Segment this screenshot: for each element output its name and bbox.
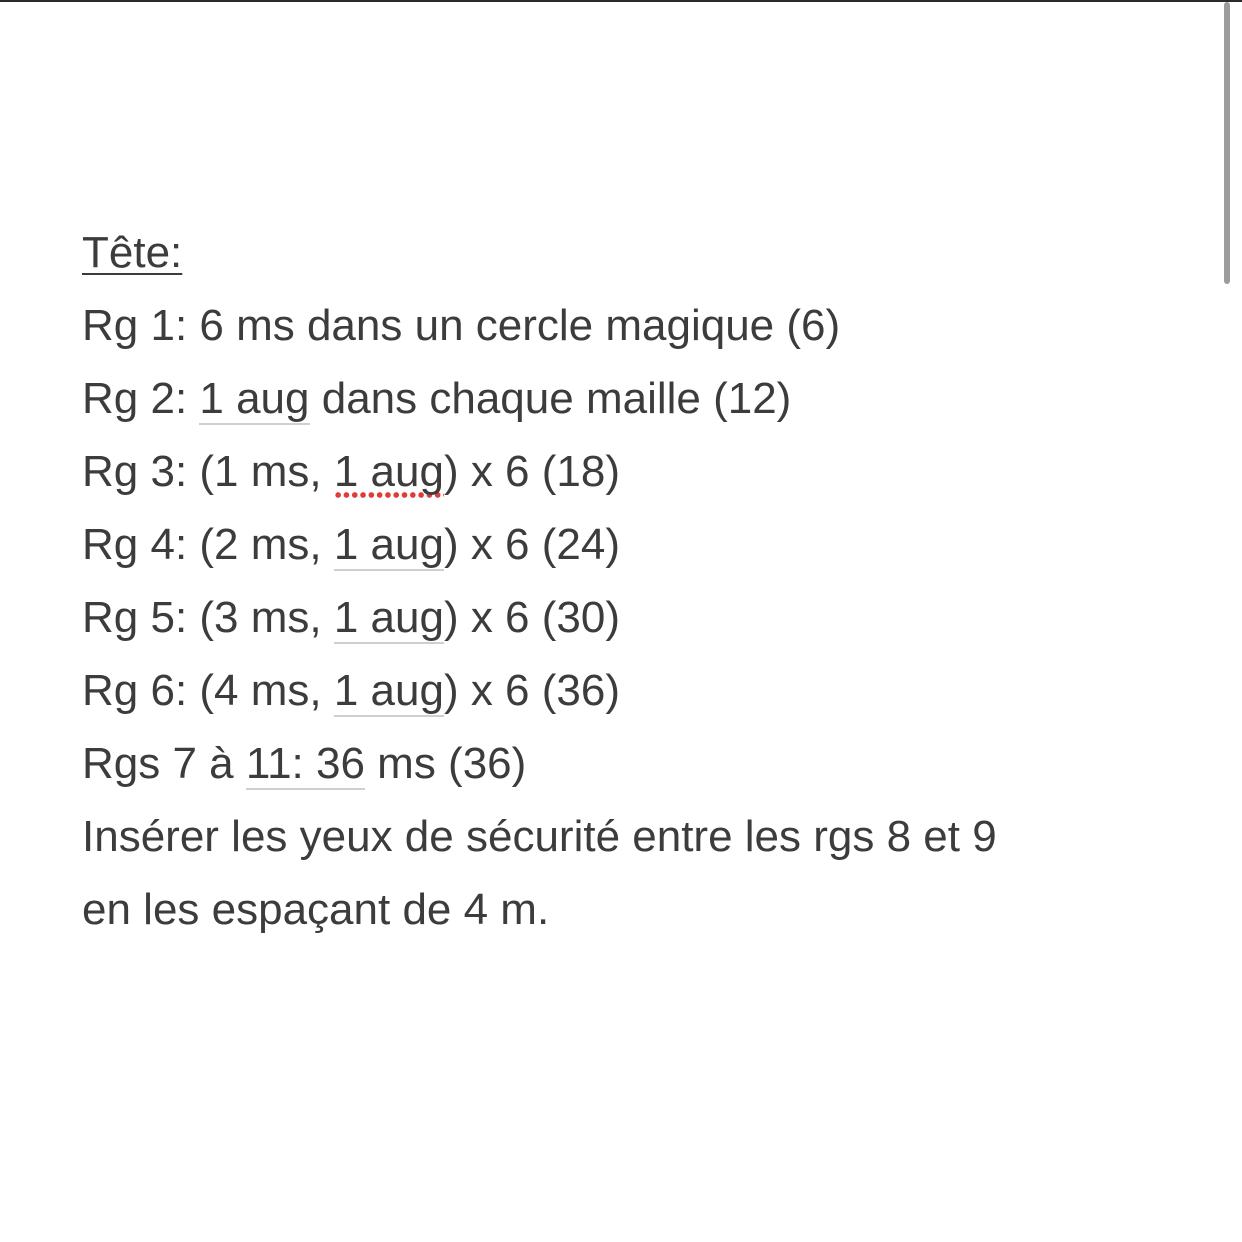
detected-term-link[interactable]: 1 aug xyxy=(333,666,444,715)
line-text: Rg 3: (1 ms, xyxy=(82,447,334,496)
line-text: ) x 6 (36) xyxy=(443,666,620,715)
line-text: Rg 6: (4 ms, xyxy=(82,666,334,715)
line-text: ms (36) xyxy=(364,739,527,788)
spellcheck-flagged-term[interactable]: 1 aug xyxy=(334,447,444,500)
line-text: Rgs 7 à xyxy=(82,739,246,788)
note-line-3 xyxy=(82,435,1192,508)
line-text: Rg 4: (2 ms, xyxy=(82,520,334,569)
detected-term-link[interactable]: 1 aug xyxy=(199,374,310,423)
note-line-4 xyxy=(82,508,1192,581)
detected-term-link[interactable]: 1 aug xyxy=(333,520,444,569)
line-text: Rg 5: (3 ms, xyxy=(82,593,334,642)
detected-term-link[interactable]: 11: 36 xyxy=(245,739,365,788)
vertical-scrollbar[interactable] xyxy=(1220,0,1242,1242)
line-text: en les espaçant de 4 m. xyxy=(82,885,550,934)
line-text: ) x 6 (24) xyxy=(443,520,620,569)
note-line-6 xyxy=(82,654,1192,727)
line-text: Insérer les yeux de sécurité entre les rgs 8 et 9 xyxy=(82,812,997,861)
line-text: Rg 1: 6 ms dans un cercle magique (6) xyxy=(82,301,841,350)
line-text: Rg 2: xyxy=(82,374,200,423)
detected-term-link[interactable]: 1 aug xyxy=(333,593,444,642)
scrollbar-thumb[interactable] xyxy=(1224,2,1230,284)
line-text: ) x 6 (30) xyxy=(443,593,620,642)
note-line-7 xyxy=(82,727,1192,800)
line-text: ) x 6 (18) xyxy=(443,447,620,496)
note-line-2 xyxy=(82,362,1192,435)
top-divider xyxy=(0,0,1242,2)
note-editor[interactable] xyxy=(82,216,1192,946)
note-line-1 xyxy=(82,289,1192,362)
note-line-8 xyxy=(82,800,1192,873)
line-text: dans chaque maille (12) xyxy=(309,374,792,423)
note-heading-line xyxy=(82,216,1192,289)
note-line-9 xyxy=(82,873,1192,946)
note-heading: Tête: xyxy=(82,228,183,277)
note-line-5 xyxy=(82,581,1192,654)
